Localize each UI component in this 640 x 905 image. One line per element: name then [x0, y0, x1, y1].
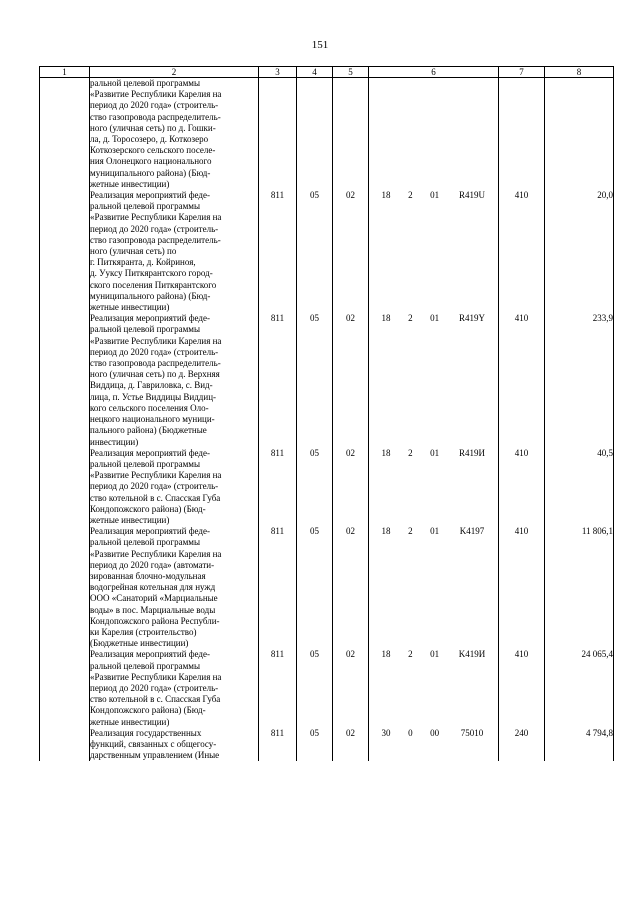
description-line: «Развитие Республики Карелия на: [90, 671, 222, 682]
ministry-code-cell: 811: [259, 448, 297, 526]
table-row: [40, 313, 614, 447]
expense-type-cell: 410: [499, 526, 545, 649]
table-row: [40, 526, 614, 649]
subsection-code-cell: 02: [333, 728, 369, 762]
target-article-cell: [369, 313, 499, 447]
target-article-cell: [369, 190, 499, 313]
description-line: ного (уличная сеть) по д. Верхняя: [90, 369, 220, 380]
target-article-part: 01: [430, 447, 440, 458]
description-line: жетные инвестиции): [90, 302, 170, 313]
section-code-cell: 05: [297, 728, 333, 762]
table-header-row: [40, 67, 614, 78]
subsection-code-cell: 02: [333, 526, 369, 649]
description-line: период до 2020 года» (строитель-: [90, 682, 219, 693]
budget-table: [39, 66, 614, 761]
table-row: [40, 649, 614, 727]
description-line: ного (уличная сеть) по д. Гошки-: [90, 122, 216, 133]
description-line: ральной целевой программы: [90, 201, 201, 212]
target-article-part: 18: [381, 190, 391, 201]
ministry-code-cell: 811: [259, 728, 297, 762]
target-article-parts: [369, 526, 498, 537]
section-code-cell: 05: [297, 448, 333, 526]
header-cell: 6: [369, 67, 499, 78]
section-code-cell: 05: [297, 649, 333, 727]
target-article-parts: [369, 313, 498, 324]
target-article-parts: [369, 448, 498, 459]
target-article-parts: [369, 190, 498, 201]
amount-cell: 11 806,1: [545, 526, 614, 649]
description-line: жетные инвестиции): [90, 514, 170, 525]
description-line: Реализация мероприятий феде-: [90, 447, 211, 458]
header-cell: 7: [499, 67, 545, 78]
target-article-part: 01: [430, 649, 440, 660]
description-line: Коткозерского сельского поселе-: [90, 145, 216, 156]
header-cell: 4: [297, 67, 333, 78]
description-line: «Развитие Республики Карелия на: [90, 212, 222, 223]
description-cell: [90, 526, 259, 649]
target-article-part: 0: [408, 727, 413, 738]
description-line: воды» в пос. Марциальные воды: [90, 604, 216, 615]
table-row: [40, 78, 614, 191]
description-line: период до 2020 года» (строитель-: [90, 481, 219, 492]
target-article-cell: [369, 78, 499, 191]
ministry-code-cell: 811: [259, 526, 297, 649]
amount-cell: 20,0: [545, 190, 614, 313]
expense-type-cell: 410: [499, 649, 545, 727]
target-article-part: R419Y: [458, 313, 485, 324]
description-line: ки Карелия (строительство): [90, 626, 197, 637]
target-article-part: 18: [381, 649, 391, 660]
empty-cell: [40, 448, 90, 526]
target-article-part: K419И: [458, 649, 486, 660]
target-article-part: 00: [430, 727, 440, 738]
target-article-part: 30: [381, 727, 391, 738]
target-article-parts: [369, 649, 498, 660]
description-line: ральной целевой программы: [90, 660, 201, 671]
target-article-part: R419U: [458, 190, 485, 201]
target-article-part: 2: [408, 313, 413, 324]
amount-cell: 40,5: [545, 448, 614, 526]
description-line: жетные инвестиции): [90, 178, 170, 189]
description-line: «Развитие Республики Карелия на: [90, 548, 222, 559]
amount-cell: 24 065,4: [545, 649, 614, 727]
description-line: ральной целевой программы: [90, 458, 201, 469]
section-code-cell: [297, 78, 333, 191]
description-line: муниципального района) (Бюд-: [90, 290, 211, 301]
header-cell: 1: [40, 67, 90, 78]
description-line: Кондопожского района Республи-: [90, 615, 220, 626]
table-row: [40, 190, 614, 313]
target-article-part: 01: [430, 190, 440, 201]
description-line: кого сельского поселения Оло-: [90, 402, 209, 413]
description-line: ральной целевой программы: [90, 78, 201, 88]
description-cell: [90, 448, 259, 526]
target-article-part: 2: [408, 526, 413, 537]
subsection-code-cell: [333, 78, 369, 191]
ministry-code-cell: 811: [259, 190, 297, 313]
description-cell: [90, 313, 259, 447]
expense-type-cell: 410: [499, 448, 545, 526]
target-article-part: 01: [430, 313, 440, 324]
description-line: Реализация мероприятий феде-: [90, 526, 211, 537]
ministry-code-cell: [259, 78, 297, 191]
description-line: муниципального района) (Бюд-: [90, 167, 211, 178]
target-article-part: R419И: [458, 447, 485, 458]
description-line: ство котельной в с. Спасская Губа: [90, 694, 221, 705]
description-line: жетные инвестиции): [90, 716, 170, 727]
section-code-cell: 05: [297, 526, 333, 649]
empty-cell: [40, 190, 90, 313]
description-line: период до 2020 года» (автомати-: [90, 559, 215, 570]
description-line: ство газопровода распределитель-: [90, 111, 221, 122]
description-line: ского поселения Питкярантского: [90, 279, 217, 290]
target-article-part: 2: [408, 190, 413, 201]
description-line: дарственным управлением (Иные: [90, 750, 220, 761]
section-code-cell: 05: [297, 190, 333, 313]
description-line: Виддица, д. Гавриловка, с. Вид-: [90, 380, 213, 391]
amount-cell: [545, 78, 614, 191]
description-line: водогрейная котельная для нужд: [90, 582, 216, 593]
ministry-code-cell: 811: [259, 313, 297, 447]
description-cell: [90, 728, 259, 762]
table-body: [40, 78, 614, 762]
subsection-code-cell: 02: [333, 649, 369, 727]
description-line: «Развитие Республики Карелия на: [90, 89, 222, 100]
expense-type-cell: [499, 78, 545, 191]
description-line: ральной целевой программы: [90, 324, 201, 335]
expense-type-cell: 410: [499, 313, 545, 447]
target-article-part: 01: [430, 526, 440, 537]
target-article-part: K4197: [459, 526, 485, 537]
expense-type-cell: 240: [499, 728, 545, 762]
description-cell: [90, 649, 259, 727]
amount-cell: 233,9: [545, 313, 614, 447]
target-article-part: 18: [381, 526, 391, 537]
page-number: 151: [311, 39, 329, 51]
description-line: г. Питкяранта, д. Койриноя,: [90, 257, 196, 268]
description-line: д. Ууксу Питкярантского город-: [90, 268, 213, 279]
description-line: нецкого национального муници-: [90, 414, 215, 425]
header-cell: 2: [90, 67, 259, 78]
target-article-parts: [369, 728, 498, 739]
description-line: Кондопожского района) (Бюд-: [90, 503, 206, 514]
amount-cell: 4 794,8: [545, 728, 614, 762]
description-line: лица, п. Устье Виддицы Виддиц-: [90, 391, 217, 402]
description-line: инвестиции): [90, 436, 139, 447]
target-article-part: 75010: [460, 727, 484, 738]
table-row: [40, 728, 614, 762]
description-line: «Развитие Республики Карелия на: [90, 335, 222, 346]
target-article-part: 2: [408, 649, 413, 660]
header-cell: 5: [333, 67, 369, 78]
description-line: ство котельной в с. Спасская Губа: [90, 492, 221, 503]
description-line: период до 2020 года» (строитель-: [90, 223, 219, 234]
description-line: ство газопровода распределитель-: [90, 234, 221, 245]
description-line: «Развитие Республики Карелия на: [90, 470, 222, 481]
header-cell: 8: [545, 67, 614, 78]
target-article-part: 18: [381, 313, 391, 324]
description-line: период до 2020 года» (строитель-: [90, 100, 219, 111]
description-line: Реализация мероприятий феде-: [90, 313, 211, 324]
subsection-code-cell: 02: [333, 313, 369, 447]
description-cell: [90, 190, 259, 313]
target-article-part: 2: [408, 447, 413, 458]
description-line: ООО «Санаторий «Марциальные: [90, 593, 218, 604]
empty-cell: [40, 313, 90, 447]
target-article-cell: [369, 526, 499, 649]
description-line: Кондопожского района) (Бюд-: [90, 705, 206, 716]
subsection-code-cell: 02: [333, 448, 369, 526]
description-line: функций, связанных с общегосу-: [90, 738, 217, 749]
subsection-code-cell: 02: [333, 190, 369, 313]
description-line: ния Олонецкого национального: [90, 156, 212, 167]
description-line: (Бюджетные инвестиции): [90, 638, 189, 649]
description-line: зированная блочно-модульная: [90, 570, 206, 581]
target-article-part: 18: [381, 447, 391, 458]
description-line: Реализация мероприятий феде-: [90, 649, 211, 660]
description-line: период до 2020 года» (строитель-: [90, 346, 219, 357]
description-line: ство газопровода распределитель-: [90, 358, 221, 369]
target-article-cell: [369, 728, 499, 762]
header-cell: 3: [259, 67, 297, 78]
ministry-code-cell: 811: [259, 649, 297, 727]
empty-cell: [40, 526, 90, 649]
description-cell: [90, 78, 259, 191]
description-line: ного (уличная сеть) по: [90, 246, 177, 257]
description-line: Реализация государственных: [90, 727, 202, 738]
description-line: ла, д. Торосозеро, д. Коткозеро: [90, 134, 209, 145]
target-article-cell: [369, 649, 499, 727]
target-article-cell: [369, 448, 499, 526]
empty-cell: [40, 728, 90, 762]
description-line: ральной целевой программы: [90, 537, 201, 548]
description-line: пального района) (Бюджетные: [90, 425, 207, 436]
table-row: [40, 448, 614, 526]
expense-type-cell: 410: [499, 190, 545, 313]
description-line: Реализация мероприятий феде-: [90, 190, 211, 201]
section-code-cell: 05: [297, 313, 333, 447]
empty-cell: [40, 78, 90, 191]
empty-cell: [40, 649, 90, 727]
